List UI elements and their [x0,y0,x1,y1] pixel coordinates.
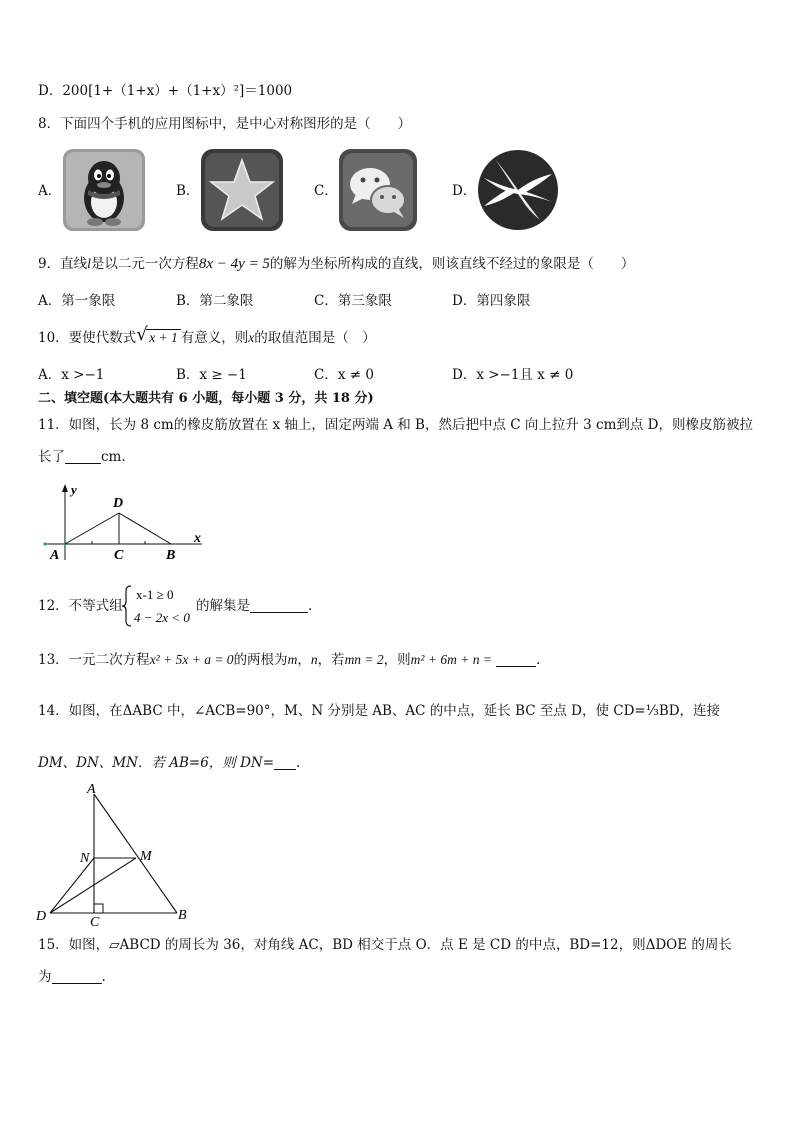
point-a-label: A [50,548,60,563]
q10-option-d: D．x >−1且 x ≠ 0 [452,367,574,383]
q13-comma: ， [297,652,311,668]
q9-stem-suffix: 的解为坐标所构成的直线，则该直线不经过的象限是（ ） [269,256,635,272]
q14-line2-suffix: . [296,755,301,771]
point-n-label: N [80,851,90,866]
q9-stem [38,255,634,273]
q9-option-d: D．第四象限 [452,293,531,309]
q12-prefix: 12．不等式组 [38,598,123,614]
q13-mid1: 的两根为 [233,652,288,668]
q12-suffix [196,597,312,615]
point-m-label: M [140,849,152,864]
q15-line1: 15．如图，▱ABCD 的周长为 36，对角线 AC，BD 相交于点 O．点 E 是 CD 的中点，BD=12，则ΔDOE 的周长 [38,937,732,953]
q11-line2 [38,448,126,466]
period: . [308,598,313,614]
period: . [535,652,541,668]
q13-expression: m² + 6m + n = [410,652,492,667]
q9-stem-prefix: 9．直线 [38,256,88,272]
point-a-label: A [87,782,96,797]
q12-suffix-text: 的解集是 [196,598,250,614]
swirl-logo-icon [476,148,560,232]
q10-var-x: x [248,330,255,345]
q12-ineq2: 4 − 2x < 0 [134,610,190,625]
q13-var-m: m [287,652,298,667]
star-icon [200,148,284,232]
q14-line2-prefix: DM、DN、MN．若 AB=6，则 DN= [38,755,275,771]
point-c-label: C [114,548,124,563]
answer-blank[interactable] [250,598,308,613]
q11-line2-prefix: 长了 [38,449,65,465]
q14-line1: 14．如图，在ΔABC 中，∠ACB=90°，M、N 分别是 AB、AC 的中点，延长 BC 至点 D，使 CD=⅓BD，连接 [38,703,721,719]
q12-inequality-system [122,584,202,632]
q13-stem [38,651,540,669]
q10-option-a: A．x >−1 [38,367,105,383]
q9-option-a: A．第一象限 [38,293,116,309]
q8-option-b-label: B． [176,183,200,199]
q10-radicand: x + 1 [146,329,181,345]
q15-line2 [38,968,106,986]
q12-ineq1: x-1 ≥ 0 [136,587,174,602]
section-title: 二、填空题(本大题共有 6 小题，每小题 3 分，共 18 分) [38,391,374,406]
q13-mid3: ，则 [383,652,411,668]
q8-option-d-label: D． [452,183,477,199]
q13-equation: x² + 5x + a = 0 [149,652,234,667]
q9-option-c: C．第三象限 [314,293,392,309]
answer-blank[interactable] [274,755,296,770]
point-b-label: B [178,908,187,923]
q9-option-b: B．第二象限 [176,293,254,309]
q10-stem-mid: 有意义，则 [180,330,249,346]
answer-blank[interactable] [65,449,101,464]
q14-line2 [38,754,300,772]
q11-line2-suffix: cm. [101,449,126,465]
answer-blank[interactable] [52,969,102,984]
q9-var-l: l [87,256,91,271]
q8-option-c-label: C． [314,183,338,199]
q15-line2-suffix: . [101,969,106,985]
option-text: 200[1+（1+x）+（1+x）²]＝1000 [62,83,293,99]
q9-equation: 8x − 4y = 5 [198,256,270,272]
q8-option-a-label: A． [38,183,62,199]
point-d-label: D [113,496,124,511]
q13-condition: mn = 2 [344,652,384,667]
q7-option-d [38,82,292,100]
q13-var-n: n [310,652,318,667]
q13-prefix: 13．一元二次方程 [38,652,150,668]
q9-stem-mid: 是以二元一次方程 [90,256,199,272]
q10-stem [38,324,376,347]
answer-blank[interactable] [496,652,536,667]
q10-stem-prefix: 10．要使代数式 [38,330,137,346]
q11-line1: 11．如图，长为 8 cm的橡皮筋放置在 x 轴上，固定两端 A 和 B，然后把中点 C 向上拉升 3 cm到点 D，则橡皮筋被拉 [38,417,754,433]
q10-option-c: C．x ≠ 0 [314,367,374,383]
q10-stem-suffix: 的取值范围是（ ） [254,330,376,346]
q10-sqrt [136,324,181,347]
point-c-label: C [90,915,100,930]
q14-figure [34,780,194,930]
q15-line2-prefix: 为 [38,969,52,985]
qq-penguin-icon [62,148,146,232]
y-axis-label: y [71,482,77,497]
point-d-label: D [36,909,47,924]
option-label: D． [38,83,63,99]
wechat-icon [338,148,418,232]
q13-mid2: ，若 [317,652,345,668]
x-axis-label: x [194,531,201,546]
q11-figure [40,480,210,564]
q8-stem: 8．下面四个手机的应用图标中，是中心对称图形的是（ ） [38,116,412,132]
q10-option-b: B．x ≥ −1 [176,367,247,383]
radical-sign: √ [136,324,148,345]
point-b-label: B [166,548,176,563]
